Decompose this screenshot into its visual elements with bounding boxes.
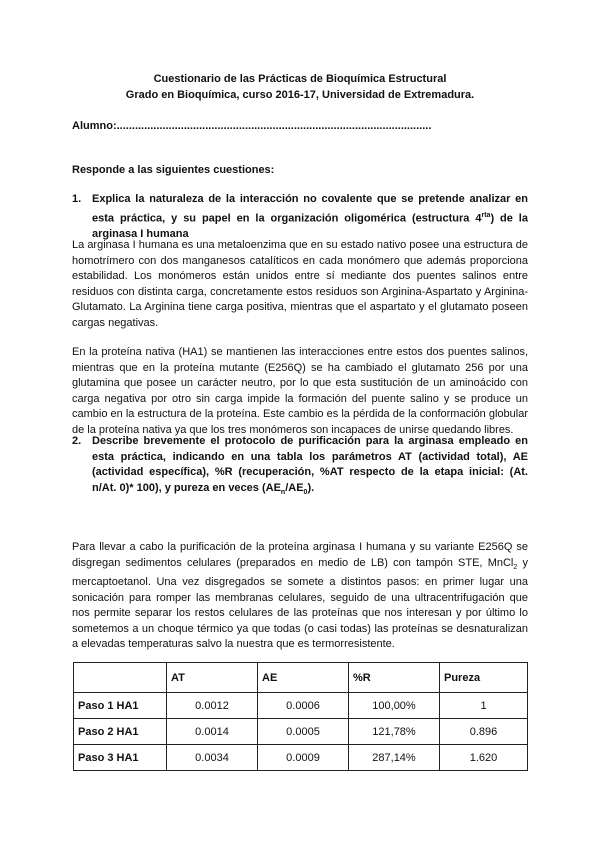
subscript-n: n — [280, 488, 286, 496]
answer-1-paragraph-2: En la proteína nativa (HA1) se mantienen las interacciones entre estos dos puentes salinos, mientras que en la proteína mutante (E256Q) se ha cambiado el glutamato 256 por una glutamina que posee un carácter neutro, por lo que esta sustitución de un aminoácido con carga negativa por otro sin carga impide la formación del puente salino y se produce un cambio en la estructura de la proteína. Este cambio es la pérdida de la conformación globular de la proteína nativa ya que los tres monómeros son incapaces de unirse quedando libres. — [72, 346, 528, 436]
header-cell — [74, 663, 167, 693]
purification-table — [73, 662, 528, 771]
cell: 0.0014 — [167, 719, 258, 745]
table-row — [74, 719, 528, 745]
student-name-line: Alumno:....................................................................................................... — [72, 120, 432, 132]
table-row — [74, 693, 528, 719]
header-cell: AE — [258, 663, 349, 693]
question-number: 1. — [72, 193, 82, 205]
question-text-end: ) de la arginasa I humana — [92, 212, 528, 240]
header-cell: Pureza — [440, 663, 528, 693]
cell: 0.0034 — [167, 745, 258, 771]
instructions: Responde a las siguientes cuestiones: — [72, 164, 275, 176]
row-label: Paso 1 HA1 — [74, 693, 167, 719]
answer-1-paragraph-1: La arginasa I humana es una metaloenzima que en su estado nativo posee una estructura de homotrímero con dos manganesos catalíticos en cada monómero que además proporciona estabilidad. Los monómeros están unidos entre sí mediante dos puentes salinos entre residuos con distinta carga, concretamente estos residuos son Arginina-Aspartato y Arginina-Glutamato. La Arginina tiene carga positiva, mientras que el aspartato y el glutamato poseen cargas negativas. — [72, 239, 528, 329]
header-cell: AT — [167, 663, 258, 693]
cell: 0.0006 — [258, 693, 349, 719]
document-title: Cuestionario de las Prácticas de Bioquímica Estructural — [153, 73, 447, 85]
superscript: rta — [481, 211, 491, 219]
question-text: Describe brevemente el protocolo de purificación para la arginasa empleado en esta práctica, indicando en una tabla los parámetros AT (actividad total), AE (actividad específica), %R (recuperación, %AT respecto de la etapa inicial: (At. n/At. 0)* 100), y pureza en veces (AE — [92, 435, 528, 494]
table-header-row — [74, 663, 528, 693]
header-cell: %R — [349, 663, 440, 693]
table-row — [74, 745, 528, 771]
cell: 0.0005 — [258, 719, 349, 745]
subscript-0: 0 — [303, 488, 308, 496]
question-text-mid: /AE — [285, 481, 304, 494]
cell: 0.896 — [440, 719, 528, 745]
cell: 121,78% — [349, 719, 440, 745]
document-subtitle: Grado en Bioquímica, curso 2016-17, Universidad de Extremadura. — [125, 89, 475, 101]
question-text: Explica la naturaleza de la interacción no covalente que se pretende analizar en esta práctica, y su papel en la organización oligomérica (estructura 4 — [92, 193, 528, 225]
answer-text-cont: y mercaptoetanol. Una vez disgregados se somete a distintos pasos: en primer lugar una sonicación para romper las membranas celulares, seguido de una ultracentrifugación que nos permite separar los restos celulares de las proteínas que nos interesan y por último lo sometemos a un choque térmico ya que todas (o casi todas) las proteínas se desnaturalizan a elevadas temperaturas salvo la nuestra que es termorresistente. — [72, 556, 528, 651]
subscript-2: 2 — [513, 563, 518, 571]
row-label: Paso 3 HA1 — [74, 745, 167, 771]
answer-2-paragraph — [72, 540, 528, 653]
question-text-end: ). — [307, 481, 315, 494]
answer-text: Para llevar a cabo la purificación de la proteína arginasa I humana y su variante E256Q se disgregan sedimentos celulares (preparados en medio de LB) con tampón STE, MnCl — [72, 541, 528, 569]
cell: 100,00% — [349, 693, 440, 719]
row-label: Paso 2 HA1 — [74, 719, 167, 745]
question-2 — [72, 434, 528, 500]
cell: 1.620 — [440, 745, 528, 771]
question-number: 2. — [72, 435, 82, 447]
cell: 0.0012 — [167, 693, 258, 719]
cell: 1 — [440, 693, 528, 719]
question-1 — [72, 192, 528, 242]
cell: 0.0009 — [258, 745, 349, 771]
cell: 287,14% — [349, 745, 440, 771]
